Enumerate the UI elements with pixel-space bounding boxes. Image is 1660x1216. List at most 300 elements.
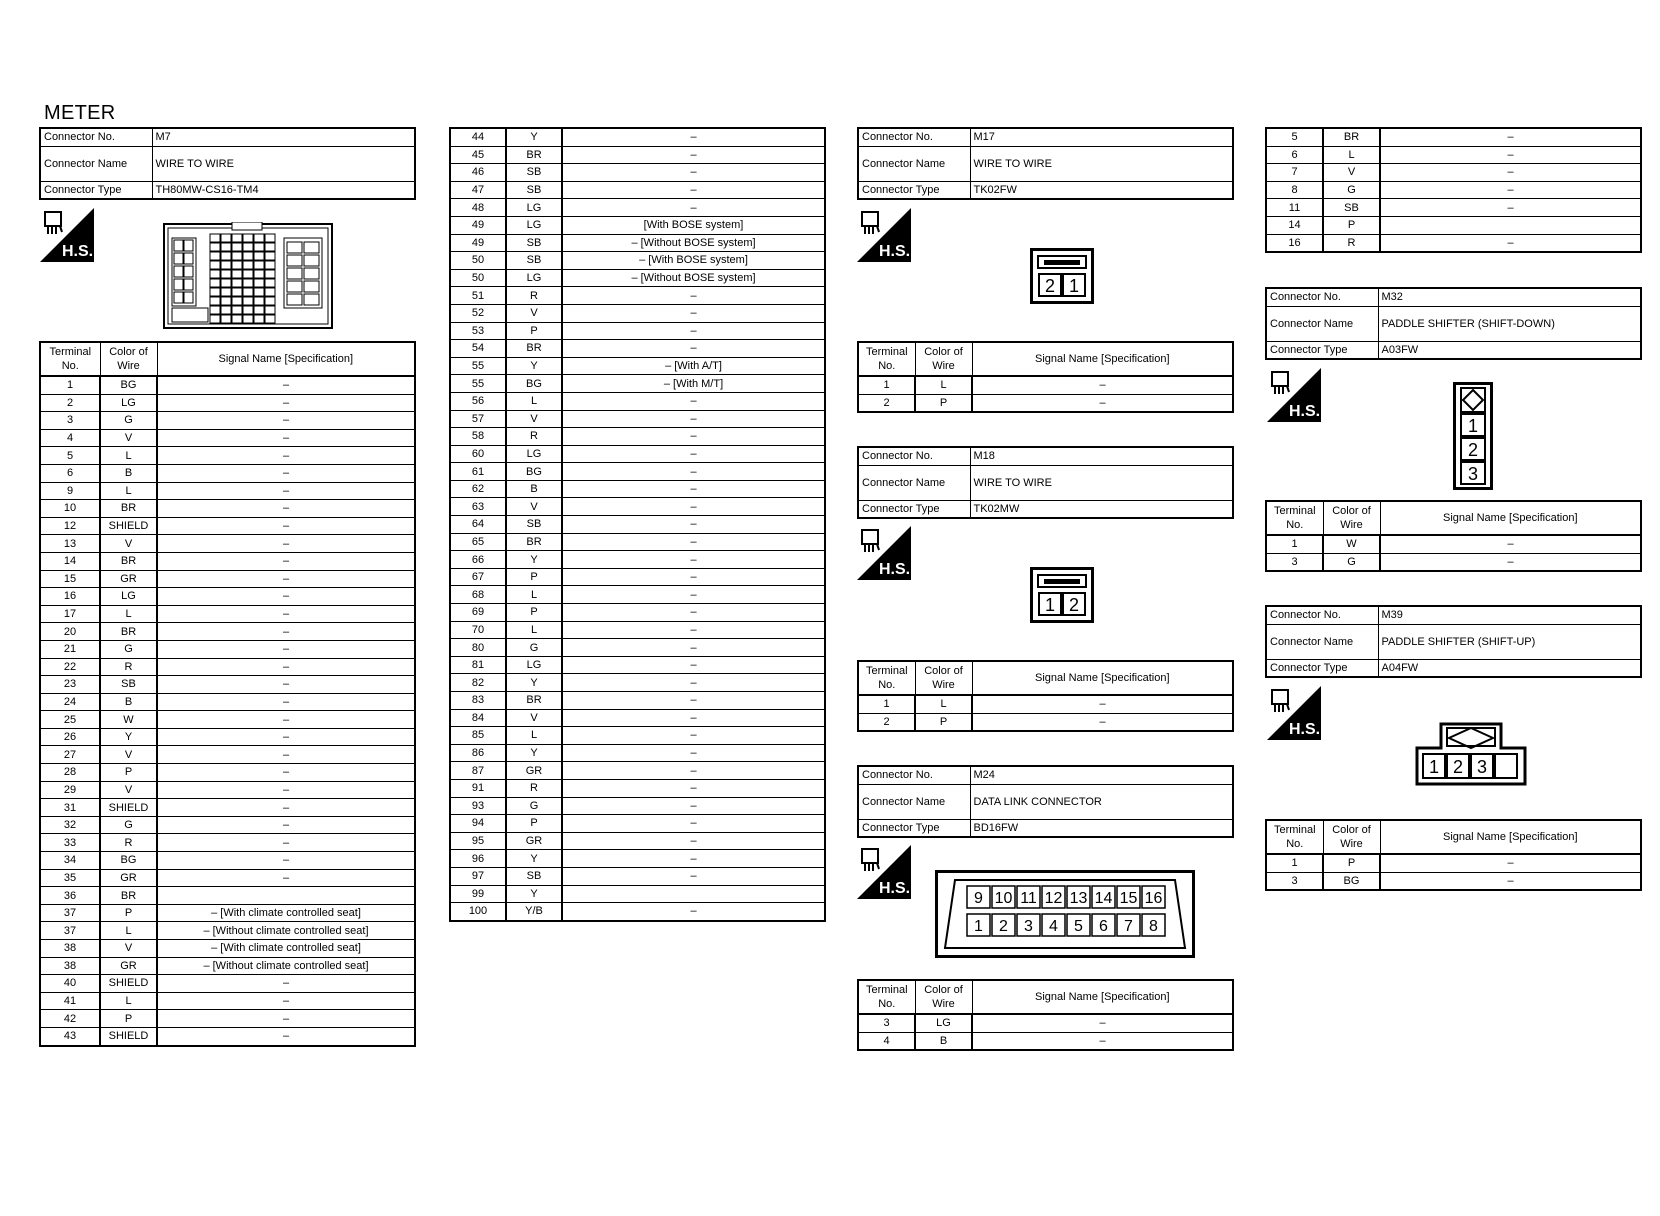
pin-cavity (210, 306, 220, 314)
m39-pin-label: 1 (1428, 757, 1440, 777)
table-row (450, 656, 825, 674)
pin-cavity (221, 261, 231, 269)
pin-cavity (243, 234, 253, 242)
signal-name-cell: – (562, 199, 825, 217)
terminal-no-cell: 85 (450, 727, 506, 745)
terminal-no-cell: 15 (40, 570, 100, 588)
wire-color-cell: GR (100, 957, 157, 975)
col-terminal-no: Terminal No. (1266, 501, 1323, 535)
table-row (858, 1032, 1233, 1050)
signal-name-cell: – (157, 588, 415, 606)
terminal-no-cell: 49 (450, 234, 506, 252)
signal-name-cell: – (157, 500, 415, 518)
table-row (1266, 854, 1641, 872)
table-row (450, 604, 825, 622)
m24-pin-label: 4 (1049, 918, 1058, 935)
wire-color-cell: BG (506, 463, 562, 481)
wire-color-cell: G (1323, 181, 1380, 199)
label-connector-no: Connector No. (1266, 606, 1378, 624)
wire-color-cell: V (506, 304, 562, 322)
table-row (1266, 181, 1641, 199)
table-row (40, 464, 415, 482)
pin-cavity (254, 252, 264, 260)
wire-color-cell: V (506, 709, 562, 727)
pin-cavity (265, 315, 275, 323)
wire-color-cell: Y (506, 744, 562, 762)
terminal-no-cell: 45 (450, 146, 506, 164)
pin-cavity (287, 281, 302, 292)
table-row (40, 623, 415, 641)
table-row (450, 498, 825, 516)
m24-pin-label: 7 (1124, 918, 1133, 935)
pin-cavity (254, 261, 264, 269)
signal-name-cell: – (972, 376, 1233, 394)
wire-color-cell: Y (506, 551, 562, 569)
wire-color-cell: P (506, 568, 562, 586)
wire-color-cell: L (100, 992, 157, 1010)
terminal-no-cell: 31 (40, 799, 100, 817)
wire-color-cell: B (506, 480, 562, 498)
table-row (450, 709, 825, 727)
pin-cavity (254, 234, 264, 242)
signal-name-cell: – (157, 799, 415, 817)
signal-name-cell: – (562, 674, 825, 692)
terminal-no-cell: 3 (1266, 553, 1323, 571)
pin-cavity (184, 279, 193, 290)
terminal-no-cell: 47 (450, 181, 506, 199)
m17-connector-face (1030, 248, 1094, 304)
table-row (450, 428, 825, 446)
signal-name-cell: – [Without BOSE system] (562, 269, 825, 287)
terminal-no-cell: 16 (1266, 234, 1323, 252)
label-connector-no: Connector No. (40, 128, 152, 146)
signal-name-cell: – (157, 711, 415, 729)
signal-name-cell: – (562, 762, 825, 780)
m24-pin-label: 15 (1119, 890, 1138, 907)
signal-name-cell: – (562, 621, 825, 639)
signal-name-cell: – (1380, 553, 1641, 571)
terminal-no-cell: 50 (450, 252, 506, 270)
signal-name-cell: – (562, 128, 825, 146)
label-connector-type: Connector Type (40, 181, 152, 199)
wire-color-cell: P (1323, 854, 1380, 872)
signal-name-cell: – (562, 779, 825, 797)
terminal-no-cell: 69 (450, 604, 506, 622)
wire-color-cell: LG (506, 199, 562, 217)
terminal-no-cell: 3 (1266, 872, 1323, 890)
table-row (450, 340, 825, 358)
terminal-no-cell: 5 (1266, 128, 1323, 146)
m18-type: TK02MW (970, 500, 1233, 518)
table-row (858, 1014, 1233, 1032)
m32-type: A03FW (1378, 341, 1641, 359)
m7-connector-face (162, 222, 334, 330)
signal-name-cell: – (562, 727, 825, 745)
signal-name-cell: – (562, 428, 825, 446)
m24-connector-face (935, 870, 1195, 958)
table-row (1266, 199, 1641, 217)
wire-color-cell: LG (915, 1014, 972, 1032)
pin-cavity (221, 297, 231, 305)
pin-cavity (210, 243, 220, 251)
pin-cavity (254, 315, 264, 323)
terminal-no-cell: 22 (40, 658, 100, 676)
signal-name-cell: – (562, 797, 825, 815)
col-terminal-no: Terminal No. (858, 342, 915, 376)
terminal-no-cell: 80 (450, 639, 506, 657)
m24-pin-label: 1 (974, 918, 983, 935)
wire-color-cell: L (1323, 146, 1380, 164)
pin-cavity (287, 294, 302, 305)
wire-color-cell: L (506, 586, 562, 604)
wire-color-cell: L (915, 376, 972, 394)
terminal-no-cell: 3 (858, 1014, 915, 1032)
m39-pin-label: 2 (1452, 757, 1464, 777)
signal-name-cell: – (157, 781, 415, 799)
table-row (1266, 535, 1641, 553)
signal-name-cell: – (562, 692, 825, 710)
terminal-no-cell: 91 (450, 779, 506, 797)
signal-name-cell: – (1380, 146, 1641, 164)
signal-name-cell: – [With BOSE system] (562, 252, 825, 270)
terminal-no-cell: 93 (450, 797, 506, 815)
col-color-of-wire: Color of Wire (915, 661, 972, 695)
table-row (40, 852, 415, 870)
wire-color-cell: L (506, 621, 562, 639)
wire-color-cell: LG (100, 588, 157, 606)
signal-name-cell (562, 885, 825, 903)
terminal-no-cell: 29 (40, 781, 100, 799)
signal-name-cell: – (157, 640, 415, 658)
label-connector-type: Connector Type (1266, 659, 1378, 677)
pin-cavity (210, 270, 220, 278)
table-row (40, 588, 415, 606)
signal-name-cell: – (562, 586, 825, 604)
signal-name-cell: – (562, 410, 825, 428)
table-row (40, 394, 415, 412)
terminal-no-cell: 54 (450, 340, 506, 358)
col-color-of-wire: Color of Wire (1323, 501, 1380, 535)
signal-name-cell: – (157, 975, 415, 993)
wire-color-cell: L (915, 695, 972, 713)
terminal-no-cell: 20 (40, 623, 100, 641)
signal-name-cell: – (157, 693, 415, 711)
wire-color-cell: V (100, 940, 157, 958)
pin-cavity (221, 270, 231, 278)
wire-color-cell: P (100, 904, 157, 922)
terminal-no-cell: 94 (450, 815, 506, 833)
wire-color-cell: BG (1323, 872, 1380, 890)
terminal-no-cell: 57 (450, 410, 506, 428)
terminal-no-cell: 42 (40, 1010, 100, 1028)
wire-color-cell: V (100, 781, 157, 799)
table-row (40, 816, 415, 834)
pin-cavity (304, 255, 319, 266)
wire-color-cell: GR (506, 832, 562, 850)
pin-cavity (284, 238, 322, 308)
table-row (40, 570, 415, 588)
label-connector-no: Connector No. (858, 447, 970, 465)
col-signal-name: Signal Name [Specification] (1380, 501, 1641, 535)
signal-name-cell: – [With climate controlled seat] (157, 940, 415, 958)
m18-connector-face (1030, 567, 1094, 623)
table-row (1266, 216, 1641, 234)
pin-cavity (287, 255, 302, 266)
table-row (450, 815, 825, 833)
table-row (450, 586, 825, 604)
m39-type: A04FW (1378, 659, 1641, 677)
wire-color-cell: B (100, 693, 157, 711)
pin-cavity (254, 297, 264, 305)
wire-color-cell: Y/B (506, 903, 562, 921)
m24-pin-label: 3 (1024, 918, 1033, 935)
table-row (450, 551, 825, 569)
signal-name-cell: – (157, 834, 415, 852)
terminal-no-cell: 38 (40, 940, 100, 958)
signal-name-cell: – (157, 816, 415, 834)
signal-name-cell: – (1380, 164, 1641, 182)
wire-color-cell: V (100, 535, 157, 553)
terminal-no-cell: 64 (450, 516, 506, 534)
m24-type: BD16FW (970, 819, 1233, 837)
m18-pin-label: 1 (1044, 595, 1056, 615)
pin-cavity (232, 297, 242, 305)
signal-name-cell: – (157, 992, 415, 1010)
pin-cavity (232, 315, 242, 323)
wire-color-cell: BR (506, 533, 562, 551)
terminal-no-cell: 1 (858, 376, 915, 394)
m39-no: M39 (1378, 606, 1641, 624)
table-row (858, 695, 1233, 713)
m24-terminal-table-continued (1265, 127, 1642, 253)
pin-cavity (221, 279, 231, 287)
wire-color-cell: V (506, 498, 562, 516)
m24-pin-label: 2 (999, 918, 1008, 935)
terminal-no-cell: 82 (450, 674, 506, 692)
m24-pin-label: 11 (1020, 890, 1037, 907)
terminal-no-cell: 83 (450, 692, 506, 710)
wire-color-cell: V (1323, 164, 1380, 182)
signal-name-cell: – (157, 764, 415, 782)
hs-icon (857, 845, 911, 899)
table-row (450, 692, 825, 710)
m24-pin-label: 10 (994, 890, 1013, 907)
terminal-no-cell: 63 (450, 498, 506, 516)
wire-color-cell: P (506, 604, 562, 622)
wire-color-cell: P (1323, 216, 1380, 234)
wire-color-cell: SB (1323, 199, 1380, 217)
wire-color-cell: LG (100, 394, 157, 412)
terminal-no-cell: 13 (40, 535, 100, 553)
terminal-no-cell: 36 (40, 887, 100, 905)
wire-color-cell: GR (100, 869, 157, 887)
m32-pin-label: 1 (1467, 416, 1479, 436)
wire-color-cell: P (100, 1010, 157, 1028)
hs-icon (1267, 368, 1321, 422)
signal-name-cell: – (972, 394, 1233, 412)
wire-color-cell: BR (506, 340, 562, 358)
signal-name-cell: – [Without climate controlled seat] (157, 922, 415, 940)
signal-name-cell: – (157, 482, 415, 500)
table-row (1266, 553, 1641, 571)
table-row (40, 887, 415, 905)
signal-name-cell: – (157, 570, 415, 588)
terminal-no-cell: 6 (40, 464, 100, 482)
svg-text:H.S.: H.S. (1289, 721, 1321, 738)
m24-header-table (857, 765, 1234, 838)
signal-name-cell: – (562, 604, 825, 622)
col-terminal-no: Terminal No. (858, 661, 915, 695)
table-row (450, 357, 825, 375)
m17-type: TK02FW (970, 181, 1233, 199)
col-color-of-wire: Color of Wire (915, 342, 972, 376)
hs-icon (857, 208, 911, 262)
signal-name-cell: – (562, 340, 825, 358)
terminal-no-cell: 61 (450, 463, 506, 481)
signal-name-cell: – (562, 832, 825, 850)
m24-no: M24 (970, 766, 1233, 784)
m24-pin-label: 14 (1094, 890, 1113, 907)
terminal-no-cell: 23 (40, 676, 100, 694)
signal-name-cell: – (562, 480, 825, 498)
pin-cavity (184, 240, 193, 251)
m7-no: M7 (152, 128, 415, 146)
terminal-no-cell: 3 (40, 412, 100, 430)
wire-color-cell: L (100, 605, 157, 623)
m39-pin-label: 3 (1476, 757, 1488, 777)
pin-cavity (243, 279, 253, 287)
table-row (450, 885, 825, 903)
wire-color-cell: R (1323, 234, 1380, 252)
table-row (450, 128, 825, 146)
table-row (450, 146, 825, 164)
signal-name-cell: – (562, 903, 825, 921)
signal-name-cell: – (157, 517, 415, 535)
wire-color-cell: SB (506, 234, 562, 252)
terminal-no-cell: 81 (450, 656, 506, 674)
table-row (40, 869, 415, 887)
table-row (450, 779, 825, 797)
signal-name-cell: – [With climate controlled seat] (157, 904, 415, 922)
m39-name: PADDLE SHIFTER (SHIFT-UP) (1378, 624, 1641, 659)
wire-color-cell: SHIELD (100, 517, 157, 535)
signal-name-cell: – (562, 568, 825, 586)
signal-name-cell: – (972, 695, 1233, 713)
m32-header-table (1265, 287, 1642, 360)
wire-color-cell: LG (506, 445, 562, 463)
signal-name-cell: – (157, 552, 415, 570)
pin-cavity (243, 270, 253, 278)
terminal-no-cell: 53 (450, 322, 506, 340)
wire-color-cell: P (100, 764, 157, 782)
terminal-no-cell: 97 (450, 867, 506, 885)
signal-name-cell: – (1380, 199, 1641, 217)
terminal-no-cell: 60 (450, 445, 506, 463)
signal-name-cell (157, 887, 415, 905)
label-connector-no: Connector No. (858, 128, 970, 146)
pin-cavity (174, 240, 183, 251)
terminal-no-cell: 9 (40, 482, 100, 500)
terminal-no-cell: 38 (40, 957, 100, 975)
table-row (40, 605, 415, 623)
pin-cavity (184, 253, 193, 264)
signal-name-cell: – (157, 394, 415, 412)
pin-cavity (232, 306, 242, 314)
pin-cavity (243, 243, 253, 251)
label-connector-name: Connector Name (858, 784, 970, 819)
table-row (1266, 164, 1641, 182)
m24-pin-label: 12 (1044, 890, 1063, 907)
signal-name-cell: – (1380, 234, 1641, 252)
wire-color-cell: BR (506, 146, 562, 164)
signal-name-cell: – (157, 746, 415, 764)
pin-cavity (221, 234, 231, 242)
table-row (40, 781, 415, 799)
table-row (40, 957, 415, 975)
signal-name-cell: – (157, 852, 415, 870)
label-connector-type: Connector Type (858, 819, 970, 837)
table-row (40, 552, 415, 570)
signal-name-cell: – (1380, 854, 1641, 872)
signal-name-cell: – (562, 744, 825, 762)
m24-pin-label: 6 (1099, 918, 1108, 935)
hs-icon (40, 208, 94, 262)
table-row (450, 762, 825, 780)
wire-color-cell: V (506, 410, 562, 428)
table-row (450, 850, 825, 868)
m32-connector-face (1453, 382, 1493, 490)
pin-cavity (243, 306, 253, 314)
pin-cavity (174, 279, 183, 290)
table-row (450, 639, 825, 657)
signal-name-cell: – (972, 1032, 1233, 1050)
col-signal-name: Signal Name [Specification] (1380, 820, 1641, 854)
wire-color-cell: L (100, 447, 157, 465)
table-row (40, 376, 415, 394)
wire-color-cell: BR (100, 552, 157, 570)
signal-name-cell: – (562, 815, 825, 833)
terminal-no-cell: 37 (40, 904, 100, 922)
signal-name-cell: – (562, 287, 825, 305)
wire-color-cell: G (100, 816, 157, 834)
m24-pin-label: 13 (1069, 890, 1088, 907)
pin-cavity (265, 261, 275, 269)
terminal-no-cell: 48 (450, 199, 506, 217)
table-row (40, 1010, 415, 1028)
terminal-no-cell: 1 (1266, 535, 1323, 553)
pin-cavity (254, 279, 264, 287)
wire-color-cell: BG (100, 376, 157, 394)
pin-cavity (221, 243, 231, 251)
label-connector-name: Connector Name (1266, 306, 1378, 341)
signal-name-cell: – [With A/T] (562, 357, 825, 375)
terminal-no-cell: 68 (450, 586, 506, 604)
terminal-no-cell: 96 (450, 850, 506, 868)
pin-cavity (254, 270, 264, 278)
label-connector-type: Connector Type (858, 181, 970, 199)
m7-type: TH80MW-CS16-TM4 (152, 181, 415, 199)
m17-name: WIRE TO WIRE (970, 146, 1233, 181)
pin-cavity (210, 297, 220, 305)
wire-color-cell: SB (506, 867, 562, 885)
pin-cavity (265, 306, 275, 314)
table-row (40, 517, 415, 535)
table-row (450, 445, 825, 463)
m39-connector-face (1415, 722, 1527, 786)
table-row (40, 764, 415, 782)
m17-header-table (857, 127, 1234, 200)
wire-color-cell: B (915, 1032, 972, 1050)
